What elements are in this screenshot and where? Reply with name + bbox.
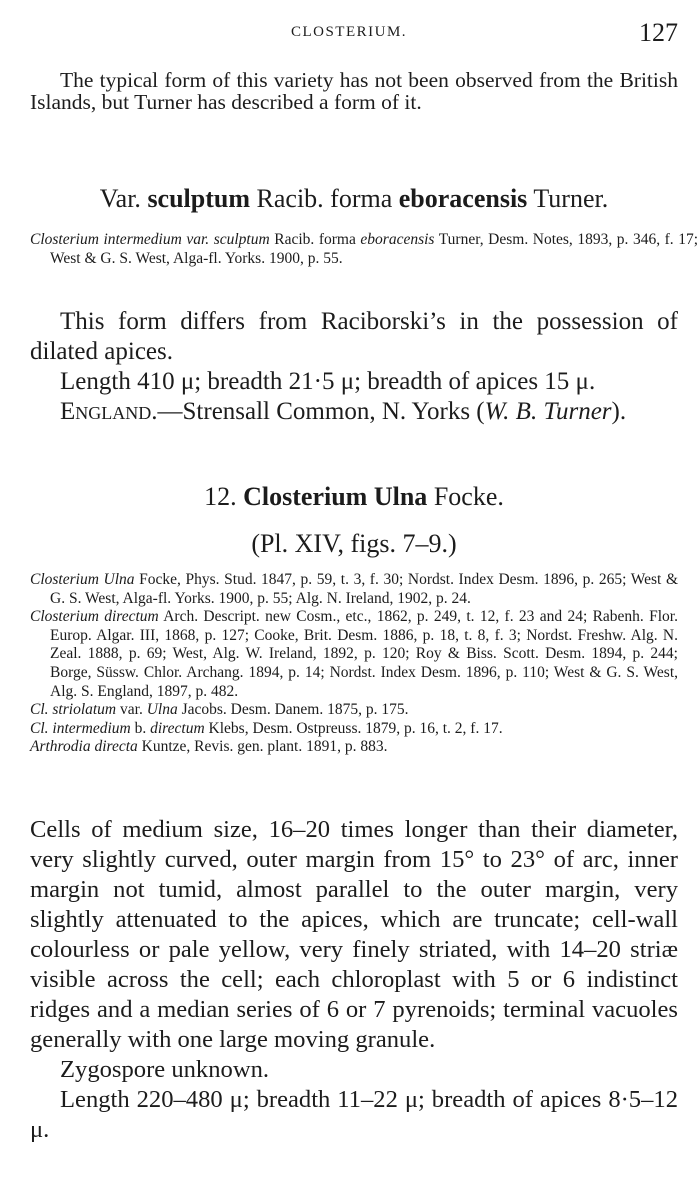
synonym-entry: Cl. striolatum var. Ulna Jacobs. Desm. Danem. 1875, p. 175. — [30, 701, 409, 719]
species-description: Cells of medium size, 16–20 times longer than their diameter, very slightly curved, outer margin from 15° to 23° of arc, inner margin not tumid, almost parallel to the outer margin, very slightly attenuated to the apices, which are truncate; cell-wall colourless or pale yellow, very finely striated, with 14–20 striæ visible across the cell; each chloroplast with 5 or 6 indistinct ridges and a median series of 6 or 7 pyrenoids; terminal vacuoles generally with one large moving granule. Zygospore unknown. Length 220–480 μ; breadth 11–22 μ; breadth of apices 8·5–12 μ. — [30, 816, 678, 1143]
variety-name: sculptum — [147, 184, 251, 213]
species-name: Closterium Ulna — [243, 482, 428, 511]
variety-measurements: Length 410 μ; breadth 21·5 μ; breadth of apices 15 μ. — [60, 368, 596, 395]
intro-text: The typical form of this variety has not been observed from the British Islands, but Turner has described a form of it. — [30, 68, 678, 114]
variety-locality: England.—Strensall Common, N. Yorks (W. B. Turner). — [60, 398, 627, 425]
synonym-entry: Closterium Ulna Focke, Phys. Stud. 1847, p. 59, t. 3, f. 30; Nordst. Index Desm. 1896, p. 265; West & G. S. West, Alga-fl. Yorks. 1900, p. 55; Alg. N. Ireland, 1902, p. 24. — [30, 571, 678, 607]
species-measurements: Length 220–480 μ; breadth 11–22 μ; breadth of apices 8·5–12 μ. — [30, 1086, 678, 1143]
species-heading: 12. Closterium Ulna Focke. — [204, 482, 504, 511]
zygospore-note: Zygospore unknown. — [60, 1056, 270, 1083]
intro-paragraph — [30, 70, 678, 113]
variety-description: This form differs from Raciborski’s in the possession of dilated apices. Length 410 μ; breadth 21·5 μ; breadth of apices 15 μ. England.—Strensall Common, N. Yorks (W. B. Turner). — [30, 308, 678, 425]
plate-reference: (Pl. XIV, figs. 7–9.) — [251, 529, 457, 558]
running-head: CLOSTERIUM. — [290, 24, 408, 40]
forma-name: eboracensis — [398, 184, 528, 213]
page-number: 127 — [639, 18, 678, 47]
variety-synonym: Closterium intermedium var. sculptum Racib. forma eboracensis Turner, Desm. Notes, 1893, p. 346, f. 17; West & G. S. West, Alga-fl. Yorks. 1900, p. 55. — [30, 231, 698, 267]
synonym-entry: Closterium directum Arch. Descript. new Cosm., etc., 1862, p. 249, t. 12, f. 23 and 24; Rabenh. Flor. Europ. Algar. III, 1868, p. 127; Cooke, Brit. Desm. 1886, p. 18, t. 8, f. 3; Nordst. Freshw. Alg. N. Zeal. 1888, p. 69; West, Alg. W. Ireland, 1892, p. 120; Roy & Biss. Scott. Desm. 1894, p. 244; Borge, Süssw. Chlor. Archang. 1894, p. 14; Nordst. Index Desm. 1896, p. 110; West & G. S. West, Alg. S. England, 1897, p. 482. — [30, 608, 678, 700]
synonym-entry: Arthrodia directa Kuntze, Revis. gen. plant. 1891, p. 883. — [30, 738, 388, 756]
species-synonyms — [30, 571, 678, 757]
variety-heading: Var. sculptum Racib. forma eboracensis Turner. — [99, 184, 609, 213]
synonym-entry: Cl. intermedium b. directum Klebs, Desm. Ostpreuss. 1879, p. 16, t. 2, f. 17. — [30, 719, 503, 737]
page-header — [0, 18, 698, 48]
